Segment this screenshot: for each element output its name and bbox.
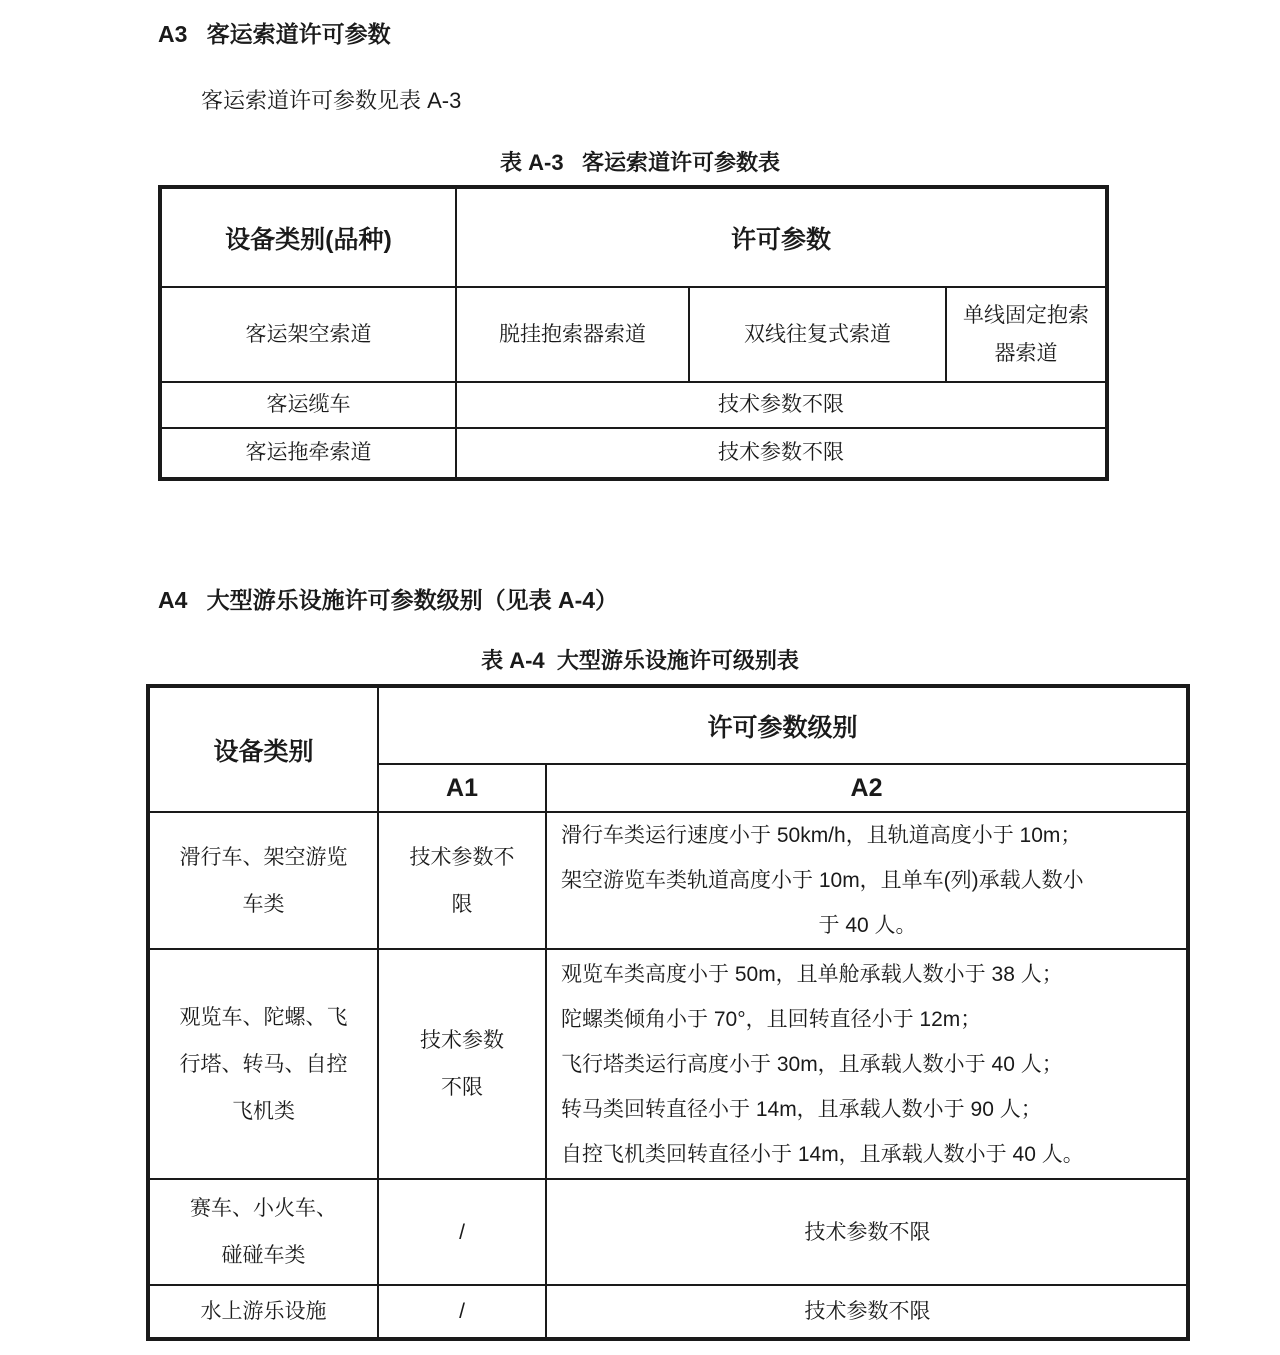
cell-line: 陀螺类倾角小于 70°，且回转直径小于 12m； [561,1007,982,1031]
t1-header-params: 许可参数 [456,187,1107,287]
t2-cell-a2 [546,949,1188,1179]
t2-cell-category [148,812,378,949]
table-row [148,949,1188,1179]
cell-line: 滑行车、架空游览 [179,845,348,869]
cell-line: 器索道 [994,341,1058,365]
cell-line: 赛车、小火车、 [190,1197,337,1220]
table-row [160,428,1107,479]
cell-line: 于 40 人。 [818,914,917,937]
table-a4 [146,684,1190,1341]
t2-cell-category: 水上游乐设施 [148,1285,378,1339]
cell-line: 技术参数不 [409,845,515,869]
cell-line: 滑行车类运行速度小于 50km/h，且轨道高度小于 10m； [561,824,1082,847]
t1-cell-category: 客运缆车 [160,382,456,428]
table-row [148,1285,1188,1339]
t1-cell-param-span: 技术参数不限 [456,428,1107,479]
cell-line: 不限 [441,1076,483,1099]
cell-line: 行塔、转马、自控 [179,1052,348,1076]
t1-cell-param [946,287,1107,382]
cell-line: 观览车、陀螺、飞 [179,1005,348,1029]
cell-line: 碰碰车类 [221,1244,306,1267]
t2-header-category: 设备类别 [148,686,378,812]
t2-cell-a1 [378,812,546,949]
cell-line: 单线固定抱索 [963,303,1090,327]
section-a3-intro: 客运索道许可参数见表 A-3 [201,88,462,113]
t2-cell-a1 [378,949,546,1179]
table-row [160,187,1107,287]
table-row [148,812,1188,949]
t1-cell-category: 客运架空索道 [160,287,456,382]
table-a3 [158,185,1109,481]
t1-cell-param: 脱挂抱索器索道 [456,287,689,382]
section-a3-heading: A3 客运索道许可参数 [158,21,391,47]
t1-cell-param: 双线往复式索道 [689,287,946,382]
t2-cell-a2 [546,812,1188,949]
t2-header-a2: A2 [546,764,1188,812]
table-a3-caption: 表 A-3 客运索道许可参数表 [500,150,780,175]
cell-line: 飞行塔类运行高度小于 30m，且承载人数小于 40 人； [561,1052,1063,1076]
t2-cell-category [148,1179,378,1285]
t2-cell-a2: 技术参数不限 [546,1179,1188,1285]
t2-header-group: 许可参数级别 [378,686,1188,764]
t2-cell-a1: / [378,1285,546,1339]
cell-line: 限 [451,892,473,916]
cell-line: 自控飞机类回转直径小于 14m，且承载人数小于 40 人。 [561,1142,1084,1166]
t1-header-category: 设备类别(品种) [160,187,456,287]
t2-cell-category [148,949,378,1179]
cell-line: 观览车类高度小于 50m，且单舱承载人数小于 38 人； [561,962,1063,986]
t2-cell-a2: 技术参数不限 [546,1285,1188,1339]
t1-cell-category: 客运拖牵索道 [160,428,456,479]
cell-line: 转马类回转直径小于 14m，且承载人数小于 90 人； [561,1097,1042,1121]
table-row [148,686,1188,764]
section-a4-heading: A4 大型游乐设施许可参数级别（见表 A-4） [158,587,619,613]
t2-cell-a1: / [378,1179,546,1285]
cell-line: 车类 [242,892,285,916]
t2-header-a1: A1 [378,764,546,812]
table-a4-caption: 表 A-4 大型游乐设施许可级别表 [481,648,799,673]
table-row [160,382,1107,428]
cell-line: 技术参数 [420,1029,504,1052]
table-row [160,287,1107,382]
cell-line: 飞机类 [232,1099,295,1123]
cell-line: 架空游览车类轨道高度小于 10m，且单车(列)承载人数小 [561,869,1084,892]
t1-cell-param-span: 技术参数不限 [456,382,1107,428]
table-row [148,1179,1188,1285]
